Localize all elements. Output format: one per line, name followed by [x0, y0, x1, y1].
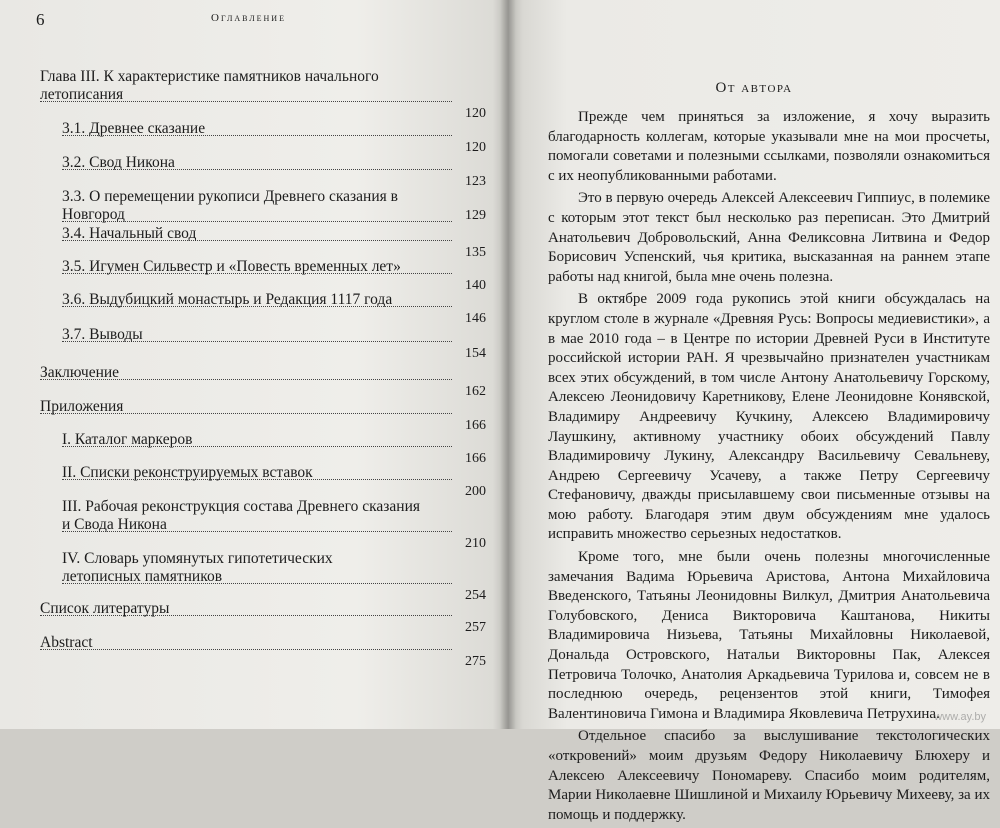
- preface-paragraph: В октябре 2009 года рукопись этой книги обсуждалась на круглом столе в журнале «Древняя Русь: Вопросы медиевистики», а в мае 2010 года – в Центре по истории Древней Руси в Институте российской истории РАН. Я чрезвычайно признателен участникам всех этих обсуждений, в том числе Антону Анатольевичу Горскому, Алексею Леонидовичу Каретникову, Елене Леонидовне Конявской, Владимиру Андреевичу Кучкину, Алексею Владимировичу Лаушкину, активному участнику обоих обсуждений Павлу Владимировичу Лукину, Александру Васильевичу Севальневу, Андрею Сергеевичу Усачеву, а также Петру Сергеевичу Стефановичу, дважды присылавшему свои письменные отзывы на мою работу. Благодаря этим двум обсуждениям мне удалось исправить множество серьезных недостатков.: [548, 291, 990, 543]
- toc-page-number: 140: [465, 278, 486, 293]
- preface-paragraph: Кроме того, мне были очень полезны многочисленные замечания Вадима Юрьевича Аристова, Антона Михайловича Введенского, Татьяны Леонидовны Вилкул, Дмитрия Анатольевича Голубовского, Дениса Викторовича Каштанова, Никиты Владимировича Низьева, Татьяны Михайловны Николаевой, Дональда Островского, Натальи Викторовны Пак, Алексея Петровича Толочко, Анатолия Аркадьевича Турилова и, совсем не в последнюю очередь, рецензентов этой книги, Тимофея Валентиновича Гимона и Владимира Яковлевича Петрухина.: [548, 549, 990, 722]
- page-number: 6: [36, 10, 45, 29]
- left-page: [0, 0, 508, 729]
- toc-entry-line: [62, 258, 486, 276]
- toc-entry-line: [40, 86, 486, 104]
- toc-entry-text: II. Списки реконструируемых вставок: [62, 464, 313, 481]
- toc-entry-line: [62, 188, 486, 224]
- toc-entry: [40, 364, 486, 399]
- toc-entry-text: 3.4. Начальный свод: [62, 225, 197, 242]
- toc-entry-text: 3.3. О перемещении рукописи Древнего сказания в Новгород: [62, 188, 398, 223]
- toc-entry-text: Глава III. К характеристике памятников начального: [40, 68, 379, 85]
- toc-page-number: 257: [465, 620, 486, 635]
- toc-entry-text: 3.2. Свод Никона: [62, 154, 175, 171]
- toc-entry: [40, 326, 486, 361]
- toc-entry-line: [62, 516, 486, 534]
- toc-entry-line: [40, 364, 486, 382]
- toc-entry-text: 3.5. Игумен Сильвестр и «Повесть временных лет»: [62, 258, 401, 275]
- watermark: www.ay.by: [934, 711, 986, 723]
- toc-entry-text: Список литературы: [40, 600, 170, 617]
- right-page: [508, 0, 1000, 823]
- toc-page-number: 120: [465, 140, 486, 155]
- preface-paragraph: Прежде чем приняться за изложение, я хочу выразить благодарность коллегам, которые указывали мне на мои просчеты, помогали советами и полезными ссылками, позволяли ознакомиться с их неопубликованными работами.: [548, 109, 990, 184]
- toc-page-number: 154: [465, 346, 486, 361]
- toc-entry-text: Заключение: [40, 364, 120, 381]
- preface-paragraph: Это в первую очередь Алексей Алексеевич Гиппиус, в полемике с которым этот текст был несколько раз переписан. Это Дмитрий Анатольевич Добровольский, Анна Феликсовна Литвина и Федор Борисович Успенский, чья критика, высказанная на раннем этапе работы над книгой, была мне очень полезна.: [548, 190, 990, 285]
- toc-entry-line: [62, 568, 486, 586]
- toc-page-number: 275: [465, 654, 486, 669]
- toc-entry: [40, 68, 486, 121]
- toc-entry-line: [40, 398, 486, 416]
- toc-entry-line: [62, 464, 486, 482]
- toc-page-number: 200: [465, 484, 486, 499]
- toc-entry-text: 3.7. Выводы: [62, 326, 143, 343]
- toc-entry-line: [62, 291, 486, 309]
- toc-entry: [40, 498, 486, 551]
- toc-page-number: 254: [465, 588, 486, 603]
- toc-entry: [40, 431, 486, 466]
- toc-entry: [40, 154, 486, 189]
- toc-entry: [40, 120, 486, 155]
- toc-entry: [40, 258, 486, 293]
- toc-entry-text: IV. Словарь упомянутых гипотетических: [62, 550, 333, 567]
- toc-page-number: 166: [465, 451, 486, 466]
- toc-page-number: 135: [465, 245, 486, 260]
- toc-entry: [40, 291, 486, 326]
- toc-entry-line: [40, 634, 486, 652]
- toc-entry-line: [62, 498, 486, 516]
- toc-entry-text: I. Каталог маркеров: [62, 431, 193, 448]
- toc-entry-text: и Свода Никона: [62, 516, 167, 533]
- toc-page-number: 210: [465, 536, 486, 551]
- toc-entry: [40, 550, 486, 603]
- toc-entry-line: [62, 120, 486, 138]
- toc-entry-line: [62, 326, 486, 344]
- toc-entry-text: Приложения: [40, 398, 124, 415]
- toc-entry-text: III. Рабочая реконструкция состава Древнего сказания: [62, 498, 421, 515]
- toc-entry-line: [62, 550, 486, 568]
- toc-page-number: 146: [465, 311, 486, 326]
- toc-entry-text: Abstract: [40, 634, 93, 651]
- toc-entry-text: 3.1. Древнее сказание: [62, 120, 206, 137]
- toc-entry: [40, 464, 486, 499]
- toc-page-number: 162: [465, 384, 486, 399]
- preface-paragraph: Отдельное спасибо за выслушивание текстологических «откровений» моим друзьям Федору Николаевичу Блюхеру и Алексею Алексеевичу Пономареву. Спасибо моим родителям, Марии Николаевне Шишлиной и Михаилу Юрьевичу Михееву, за их помощь и поддержку.: [548, 728, 990, 823]
- running-header-title: Оглавление: [211, 12, 286, 24]
- toc-entry-line: [40, 68, 486, 86]
- preface-text: [548, 108, 990, 828]
- toc-entry-line: [62, 225, 486, 243]
- toc-entry-line: [62, 154, 486, 172]
- toc-page-number: 120: [465, 106, 486, 121]
- toc-entry: [40, 634, 486, 669]
- toc-page-number: 123: [465, 174, 486, 189]
- toc-entry-text: летописания: [40, 86, 124, 103]
- toc-entry-line: [40, 600, 486, 618]
- toc-entry-text: 3.6. Выдубицкий монастырь и Редакция 1117 года: [62, 291, 393, 308]
- toc-entry-line: [62, 431, 486, 449]
- running-head: [36, 10, 486, 30]
- toc-entry: [40, 398, 486, 433]
- toc-page-number: 129: [465, 208, 486, 223]
- toc-entry-text: летописных памятников: [62, 568, 223, 585]
- section-title: От автора: [715, 80, 793, 96]
- toc-entry: [40, 600, 486, 635]
- toc-entry: [40, 225, 486, 260]
- toc-page-number: 166: [465, 418, 486, 433]
- toc-entry: [40, 188, 486, 224]
